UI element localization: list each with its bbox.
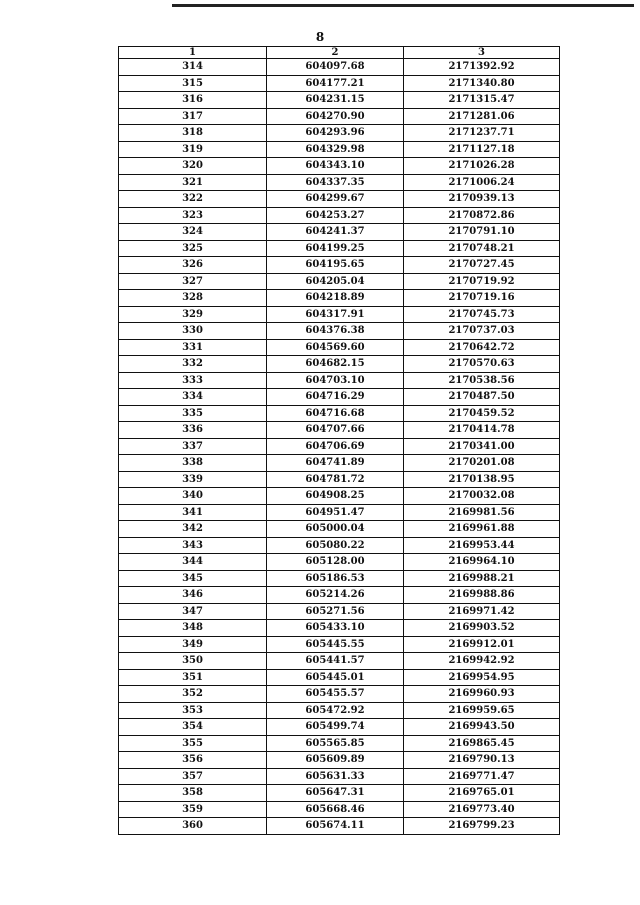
- x-coordinate-cell: 605186.53: [267, 570, 404, 587]
- x-coordinate-cell: 604097.68: [267, 59, 404, 76]
- point-number-cell: 331: [119, 339, 267, 356]
- y-coordinate-cell: 2171237.71: [404, 125, 560, 142]
- table-row: [119, 653, 560, 670]
- table-row: [119, 389, 560, 406]
- x-coordinate-cell: 604337.35: [267, 174, 404, 191]
- table-row: [119, 191, 560, 208]
- point-number-cell: 350: [119, 653, 267, 670]
- point-number-cell: 317: [119, 108, 267, 125]
- x-coordinate-cell: 604293.96: [267, 125, 404, 142]
- table-row: [119, 554, 560, 571]
- y-coordinate-cell: 2171006.24: [404, 174, 560, 191]
- x-coordinate-cell: 604951.47: [267, 504, 404, 521]
- point-number-cell: 314: [119, 59, 267, 76]
- point-number-cell: 345: [119, 570, 267, 587]
- y-coordinate-cell: 2170032.08: [404, 488, 560, 505]
- point-number-cell: 343: [119, 537, 267, 554]
- x-coordinate-cell: 604781.72: [267, 471, 404, 488]
- point-number-cell: 325: [119, 240, 267, 257]
- point-number-cell: 347: [119, 603, 267, 620]
- top-border-rule: [172, 4, 634, 7]
- y-coordinate-cell: 2169773.40: [404, 801, 560, 818]
- x-coordinate-cell: 604241.37: [267, 224, 404, 241]
- y-coordinate-cell: 2170939.13: [404, 191, 560, 208]
- x-coordinate-cell: 605455.57: [267, 686, 404, 703]
- table-row: [119, 158, 560, 175]
- table-row: [119, 59, 560, 76]
- table-row: [119, 801, 560, 818]
- x-coordinate-cell: 605433.10: [267, 620, 404, 637]
- x-coordinate-cell: 604703.10: [267, 372, 404, 389]
- x-coordinate-cell: 604716.68: [267, 405, 404, 422]
- point-number-cell: 360: [119, 818, 267, 835]
- point-number-cell: 358: [119, 785, 267, 802]
- table-row: [119, 306, 560, 323]
- column-header-y-coordinate: 3: [404, 47, 560, 59]
- x-coordinate-cell: 604741.89: [267, 455, 404, 472]
- x-coordinate-cell: 604270.90: [267, 108, 404, 125]
- x-coordinate-cell: 604199.25: [267, 240, 404, 257]
- x-coordinate-cell: 604317.91: [267, 306, 404, 323]
- table-row: [119, 257, 560, 274]
- x-coordinate-cell: 604218.89: [267, 290, 404, 307]
- point-number-cell: 344: [119, 554, 267, 571]
- table-row: [119, 636, 560, 653]
- y-coordinate-cell: 2169912.01: [404, 636, 560, 653]
- table-row: [119, 323, 560, 340]
- point-number-cell: 322: [119, 191, 267, 208]
- y-coordinate-cell: 2169953.44: [404, 537, 560, 554]
- table-row: [119, 669, 560, 686]
- table-row: [119, 141, 560, 158]
- point-number-cell: 339: [119, 471, 267, 488]
- x-coordinate-cell: 604253.27: [267, 207, 404, 224]
- point-number-cell: 353: [119, 702, 267, 719]
- x-coordinate-cell: 604177.21: [267, 75, 404, 92]
- column-header-point-number: 1: [119, 47, 267, 59]
- x-coordinate-cell: 604682.15: [267, 356, 404, 373]
- x-coordinate-cell: 604706.69: [267, 438, 404, 455]
- point-number-cell: 349: [119, 636, 267, 653]
- point-number-cell: 332: [119, 356, 267, 373]
- table-row: [119, 570, 560, 587]
- table-row: [119, 537, 560, 554]
- y-coordinate-cell: 2169942.92: [404, 653, 560, 670]
- point-number-cell: 354: [119, 719, 267, 736]
- y-coordinate-cell: 2171392.92: [404, 59, 560, 76]
- y-coordinate-cell: 2171026.28: [404, 158, 560, 175]
- coordinates-table: [118, 46, 560, 835]
- point-number-cell: 328: [119, 290, 267, 307]
- x-coordinate-cell: 605441.57: [267, 653, 404, 670]
- table-row: [119, 290, 560, 307]
- y-coordinate-cell: 2170138.95: [404, 471, 560, 488]
- table-row: [119, 372, 560, 389]
- x-coordinate-cell: 605472.92: [267, 702, 404, 719]
- point-number-cell: 320: [119, 158, 267, 175]
- point-number-cell: 330: [119, 323, 267, 340]
- y-coordinate-cell: 2169771.47: [404, 768, 560, 785]
- x-coordinate-cell: 604908.25: [267, 488, 404, 505]
- table-row: [119, 686, 560, 703]
- table-row: [119, 719, 560, 736]
- y-coordinate-cell: 2170872.86: [404, 207, 560, 224]
- point-number-cell: 352: [119, 686, 267, 703]
- table-row: [119, 471, 560, 488]
- y-coordinate-cell: 2169790.13: [404, 752, 560, 769]
- table-row: [119, 339, 560, 356]
- point-number-cell: 319: [119, 141, 267, 158]
- y-coordinate-cell: 2170459.52: [404, 405, 560, 422]
- x-coordinate-cell: 604205.04: [267, 273, 404, 290]
- table-row: [119, 224, 560, 241]
- y-coordinate-cell: 2170341.00: [404, 438, 560, 455]
- x-coordinate-cell: 604195.65: [267, 257, 404, 274]
- point-number-cell: 324: [119, 224, 267, 241]
- y-coordinate-cell: 2170414.78: [404, 422, 560, 439]
- x-coordinate-cell: 604329.98: [267, 141, 404, 158]
- y-coordinate-cell: 2170570.63: [404, 356, 560, 373]
- table-row: [119, 785, 560, 802]
- table-row: [119, 768, 560, 785]
- point-number-cell: 316: [119, 92, 267, 109]
- y-coordinate-cell: 2169765.01: [404, 785, 560, 802]
- x-coordinate-cell: 605000.04: [267, 521, 404, 538]
- point-number-cell: 356: [119, 752, 267, 769]
- table-row: [119, 438, 560, 455]
- point-number-cell: 359: [119, 801, 267, 818]
- point-number-cell: 334: [119, 389, 267, 406]
- point-number-cell: 321: [119, 174, 267, 191]
- table-row: [119, 702, 560, 719]
- point-number-cell: 336: [119, 422, 267, 439]
- x-coordinate-cell: 605128.00: [267, 554, 404, 571]
- x-coordinate-cell: 604569.60: [267, 339, 404, 356]
- table-row: [119, 818, 560, 835]
- header-row: [119, 47, 560, 59]
- y-coordinate-cell: 2169961.88: [404, 521, 560, 538]
- point-number-cell: 327: [119, 273, 267, 290]
- point-number-cell: 340: [119, 488, 267, 505]
- x-coordinate-cell: 604299.67: [267, 191, 404, 208]
- table-row: [119, 273, 560, 290]
- y-coordinate-cell: 2170727.45: [404, 257, 560, 274]
- y-coordinate-cell: 2170538.56: [404, 372, 560, 389]
- page-number: 8: [315, 30, 325, 44]
- point-number-cell: 337: [119, 438, 267, 455]
- point-number-cell: 355: [119, 735, 267, 752]
- x-coordinate-cell: 605647.31: [267, 785, 404, 802]
- x-coordinate-cell: 604716.29: [267, 389, 404, 406]
- point-number-cell: 333: [119, 372, 267, 389]
- table-row: [119, 735, 560, 752]
- point-number-cell: 348: [119, 620, 267, 637]
- x-coordinate-cell: 604343.10: [267, 158, 404, 175]
- point-number-cell: 342: [119, 521, 267, 538]
- table-row: [119, 356, 560, 373]
- x-coordinate-cell: 604376.38: [267, 323, 404, 340]
- y-coordinate-cell: 2169964.10: [404, 554, 560, 571]
- y-coordinate-cell: 2171281.06: [404, 108, 560, 125]
- y-coordinate-cell: 2170748.21: [404, 240, 560, 257]
- point-number-cell: 357: [119, 768, 267, 785]
- x-coordinate-cell: 605499.74: [267, 719, 404, 736]
- x-coordinate-cell: 605674.11: [267, 818, 404, 835]
- point-number-cell: 315: [119, 75, 267, 92]
- point-number-cell: 326: [119, 257, 267, 274]
- point-number-cell: 323: [119, 207, 267, 224]
- table-row: [119, 603, 560, 620]
- point-number-cell: 329: [119, 306, 267, 323]
- table-row: [119, 108, 560, 125]
- y-coordinate-cell: 2170642.72: [404, 339, 560, 356]
- table-row: [119, 92, 560, 109]
- table-row: [119, 422, 560, 439]
- x-coordinate-cell: 605214.26: [267, 587, 404, 604]
- point-number-cell: 318: [119, 125, 267, 142]
- y-coordinate-cell: 2169971.42: [404, 603, 560, 620]
- y-coordinate-cell: 2171315.47: [404, 92, 560, 109]
- y-coordinate-cell: 2169981.56: [404, 504, 560, 521]
- x-coordinate-cell: 605080.22: [267, 537, 404, 554]
- y-coordinate-cell: 2170201.08: [404, 455, 560, 472]
- y-coordinate-cell: 2169799.23: [404, 818, 560, 835]
- point-number-cell: 351: [119, 669, 267, 686]
- table-row: [119, 174, 560, 191]
- x-coordinate-cell: 605668.46: [267, 801, 404, 818]
- x-coordinate-cell: 605565.85: [267, 735, 404, 752]
- table-row: [119, 504, 560, 521]
- table-row: [119, 488, 560, 505]
- y-coordinate-cell: 2169959.65: [404, 702, 560, 719]
- point-number-cell: 346: [119, 587, 267, 604]
- y-coordinate-cell: 2170791.10: [404, 224, 560, 241]
- table-row: [119, 620, 560, 637]
- y-coordinate-cell: 2170719.16: [404, 290, 560, 307]
- table-row: [119, 455, 560, 472]
- table-header: [119, 47, 560, 59]
- x-coordinate-cell: 604707.66: [267, 422, 404, 439]
- y-coordinate-cell: 2171127.18: [404, 141, 560, 158]
- x-coordinate-cell: 605609.89: [267, 752, 404, 769]
- y-coordinate-cell: 2171340.80: [404, 75, 560, 92]
- table-row: [119, 405, 560, 422]
- x-coordinate-cell: 604231.15: [267, 92, 404, 109]
- table-row: [119, 752, 560, 769]
- y-coordinate-cell: 2169988.21: [404, 570, 560, 587]
- y-coordinate-cell: 2170487.50: [404, 389, 560, 406]
- table-row: [119, 75, 560, 92]
- y-coordinate-cell: 2170745.73: [404, 306, 560, 323]
- table-row: [119, 125, 560, 142]
- y-coordinate-cell: 2170737.03: [404, 323, 560, 340]
- point-number-cell: 338: [119, 455, 267, 472]
- point-number-cell: 341: [119, 504, 267, 521]
- x-coordinate-cell: 605271.56: [267, 603, 404, 620]
- y-coordinate-cell: 2169954.95: [404, 669, 560, 686]
- x-coordinate-cell: 605445.55: [267, 636, 404, 653]
- table-body: [119, 59, 560, 835]
- table-row: [119, 587, 560, 604]
- x-coordinate-cell: 605631.33: [267, 768, 404, 785]
- y-coordinate-cell: 2169988.86: [404, 587, 560, 604]
- y-coordinate-cell: 2170719.92: [404, 273, 560, 290]
- point-number-cell: 335: [119, 405, 267, 422]
- y-coordinate-cell: 2169865.45: [404, 735, 560, 752]
- y-coordinate-cell: 2169960.93: [404, 686, 560, 703]
- table-row: [119, 521, 560, 538]
- table-row: [119, 207, 560, 224]
- y-coordinate-cell: 2169943.50: [404, 719, 560, 736]
- column-header-x-coordinate: 2: [267, 47, 404, 59]
- table-row: [119, 240, 560, 257]
- y-coordinate-cell: 2169903.52: [404, 620, 560, 637]
- x-coordinate-cell: 605445.01: [267, 669, 404, 686]
